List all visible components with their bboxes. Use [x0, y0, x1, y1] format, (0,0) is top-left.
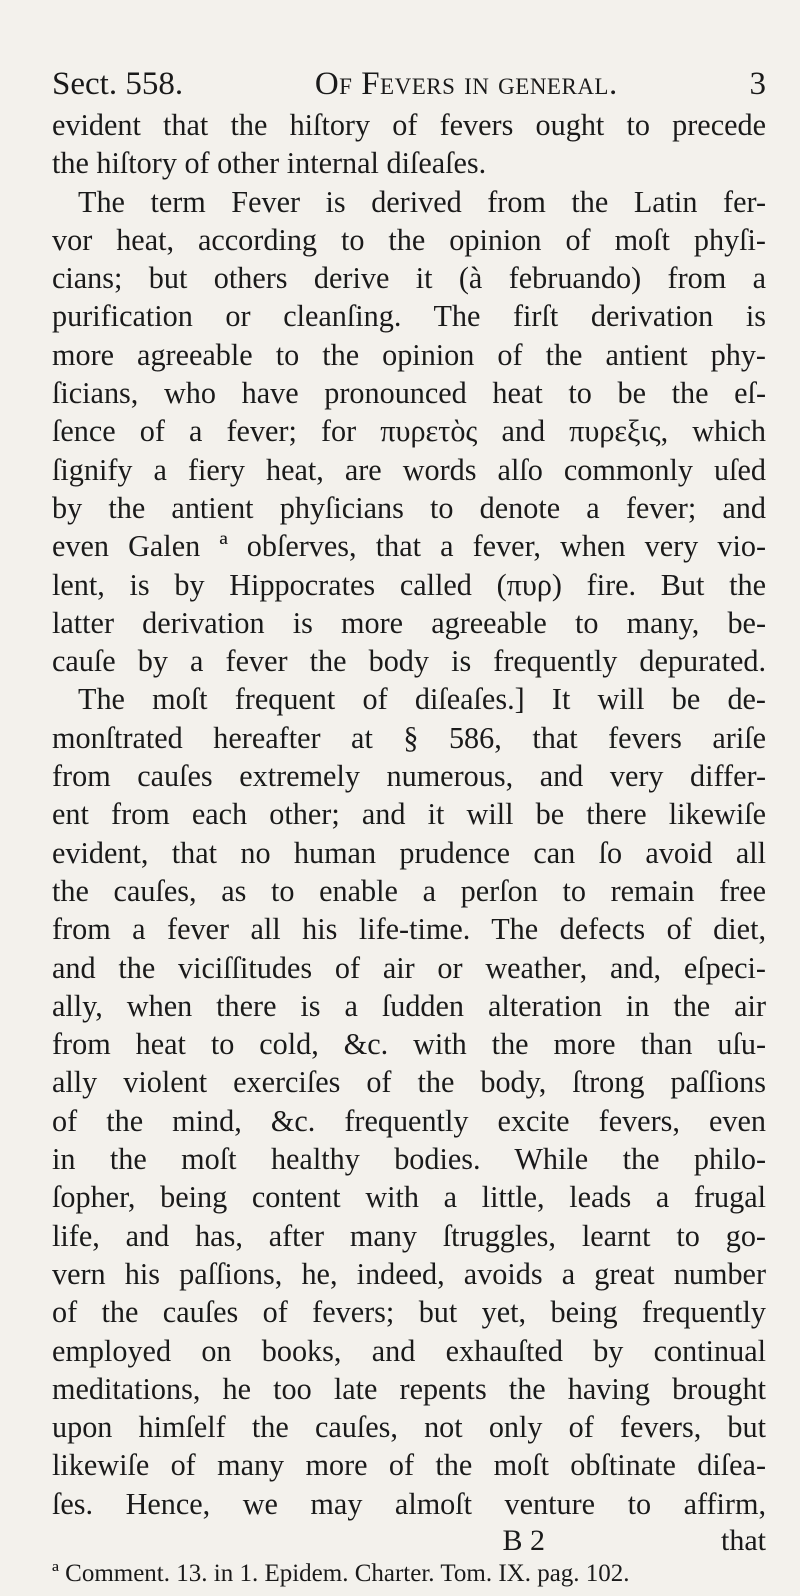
text-line: monſtrated hereafter at § 586, that fevers ariſe	[52, 720, 766, 755]
text-line: from a fever all his life-time. The defects of diet,	[52, 912, 766, 947]
footnote: ª Comment. 13. in 1. Epidem. Charter. Tom. IX. pag. 102.	[52, 1559, 630, 1587]
page-number: 3	[749, 66, 766, 102]
text-line: ally violent exerciſes of the body, ſtrong paſſions	[52, 1065, 766, 1100]
text-line: in the moſt healthy bodies. While the philo-	[52, 1142, 766, 1177]
text-line: vor heat, according to the opinion of moſt phyſi-	[52, 222, 766, 257]
text-line: cauſe by a fever the body is frequently depurated.	[52, 644, 766, 679]
text-line: ſence of a fever; for πυρετὸς and πυρεξις, which	[52, 414, 766, 449]
body-text	[52, 106, 766, 1523]
text-line: lent, is by Hippocrates called (πυρ) fire. But the	[52, 567, 766, 602]
text-line: ſignify a fiery heat, are words alſo commonly uſed	[52, 452, 766, 487]
text-line: the cauſes, as to enable a perſon to remain free	[52, 873, 766, 908]
text-line: cians; but others derive it (à februando) from a	[52, 261, 766, 296]
text-line: by the antient phyſicians to denote a fever; and	[52, 490, 766, 525]
catchword-line	[52, 1523, 766, 1559]
text-line: ſes. Hence, we may almoſt venture to affirm,	[52, 1486, 766, 1521]
catchword: that	[721, 1523, 766, 1557]
running-title: Of Fevers in general.	[314, 66, 618, 102]
text-line: ally, when there is a ſudden alteration in the air	[52, 988, 766, 1023]
text-line: of the mind, &c. frequently excite fevers, even	[52, 1103, 766, 1138]
text-line: The term Fever is derived from the Latin fer-	[78, 184, 766, 219]
section-number: Sect. 558.	[52, 66, 184, 102]
text-line: of the cauſes of fevers; but yet, being frequently	[52, 1295, 766, 1330]
text-line: The moſt frequent of diſeaſes.] It will be de-	[78, 682, 766, 717]
text-line: ſicians, who have pronounced heat to be the eſ-	[52, 376, 766, 411]
text-line: meditations, he too late repents the having brought	[52, 1371, 766, 1406]
signature-mark: B 2	[502, 1523, 545, 1557]
running-header	[52, 62, 766, 106]
text-line: ſopher, being content with a little, leads a frugal	[52, 1180, 766, 1215]
text-line: ent from each other; and it will be there likewiſe	[52, 797, 766, 832]
text-line: evident, that no human prudence can ſo avoid all	[52, 835, 766, 870]
text-line: upon himſelf the cauſes, not only of fevers, but	[52, 1410, 766, 1445]
text-line: vern his paſſions, he, indeed, avoids a great number	[52, 1256, 766, 1291]
text-line: life, and has, after many ſtruggles, learnt to go-	[52, 1218, 766, 1253]
text-line: likewiſe of many more of the moſt obſtinate diſea-	[52, 1448, 766, 1483]
text-line: more agreeable to the opinion of the antient phy-	[52, 337, 766, 372]
text-line: even Galen ª obſerves, that a fever, when very vio-	[52, 529, 766, 564]
text-line: evident that the hiſtory of fevers ought to precede	[52, 108, 766, 142]
text-line: latter derivation is more agreeable to many, be-	[52, 605, 766, 640]
text-line: the hiſtory of other internal diſeaſes.	[52, 146, 487, 181]
text-line: employed on books, and exhauſted by continual	[52, 1333, 766, 1368]
text-line: from cauſes extremely numerous, and very differ-	[52, 759, 766, 794]
text-line: and the viciſſitudes of air or weather, and, eſpeci-	[52, 950, 766, 985]
text-line: purification or cleanſing. The firſt derivation is	[52, 299, 766, 334]
text-line: from heat to cold, &c. with the more than uſu-	[52, 1027, 766, 1062]
